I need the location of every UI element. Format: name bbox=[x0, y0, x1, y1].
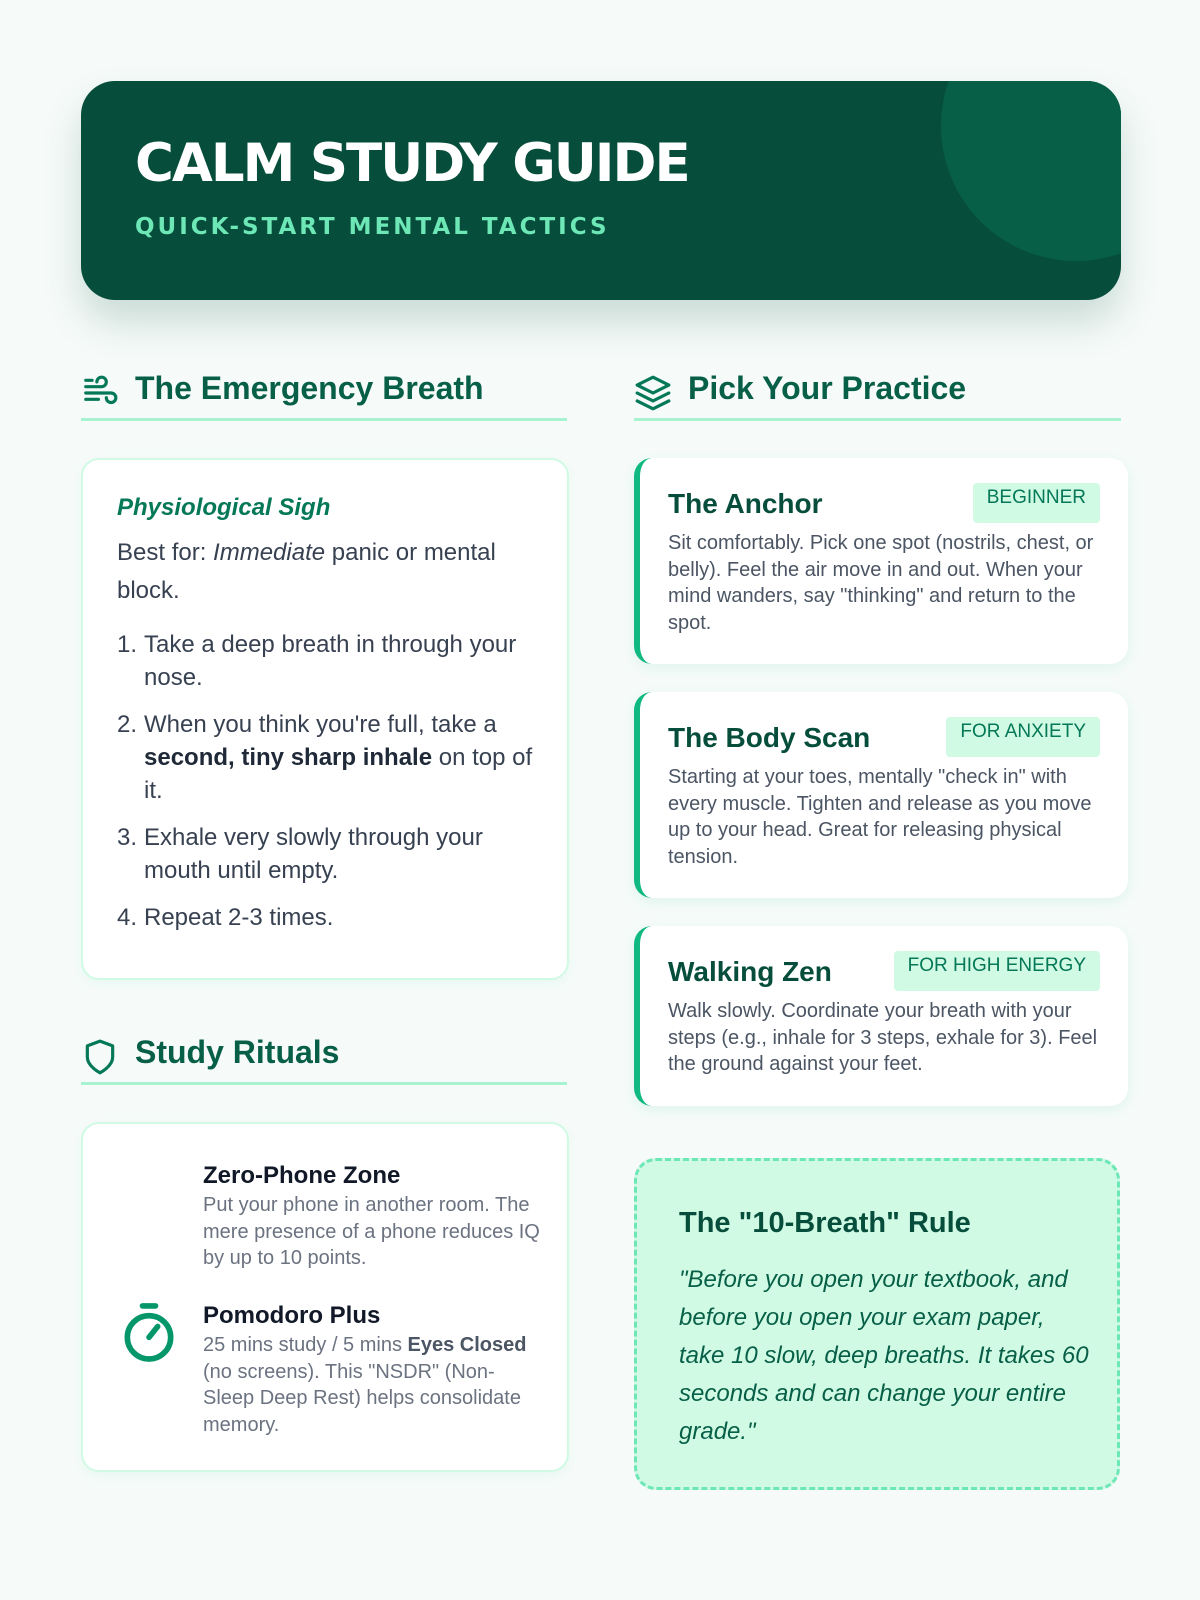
section-header-practice bbox=[634, 366, 1121, 421]
practice-card-anchor bbox=[634, 458, 1128, 664]
page-subtitle: QUICK-START MENTAL TACTICS bbox=[135, 214, 610, 240]
list-item bbox=[117, 708, 537, 807]
practice-badge: FOR HIGH ENERGY bbox=[894, 951, 1100, 991]
section-title-practice: Pick Your Practice bbox=[688, 370, 967, 406]
practice-card-walking-zen bbox=[634, 926, 1128, 1106]
practice-card-body-scan bbox=[634, 692, 1128, 898]
page-title: CALM STUDY GUIDE bbox=[135, 133, 689, 194]
practice-desc: Sit comfortably. Pick one spot (nostrils, chest, or belly). Feel the air move in and out. When your mind wanders, say "thinking" and return to the spot. bbox=[668, 532, 1094, 634]
practice-desc: Starting at your toes, mentally "check in" with every muscle. Tighten and release as you move up to your head. Great for releasing physical tension. bbox=[668, 766, 1092, 868]
stopwatch-icon bbox=[123, 1300, 175, 1366]
step-number: 3. bbox=[117, 824, 138, 851]
step-text-after: on top of it. bbox=[144, 744, 533, 804]
practice-badge: BEGINNER bbox=[973, 483, 1100, 523]
ritual-desc-before: 25 mins study / 5 mins bbox=[203, 1334, 408, 1356]
layers-icon bbox=[634, 374, 672, 412]
rule-title: The "10-Breath" Rule bbox=[679, 1207, 971, 1239]
ritual-title-pomodoro: Pomodoro Plus bbox=[203, 1302, 381, 1329]
section-title-rituals: Study Rituals bbox=[135, 1034, 340, 1070]
section-title-emergency: The Emergency Breath bbox=[135, 370, 484, 406]
step-text: Take a deep breath in through your nose. bbox=[144, 631, 517, 691]
step-number: 1. bbox=[117, 631, 138, 658]
technique-title: Physiological Sigh bbox=[117, 494, 331, 521]
ritual-desc-zero-phone: Put your phone in another room. The mere presence of a phone reduces IQ by up to 10 points. bbox=[203, 1194, 540, 1269]
shield-icon bbox=[81, 1038, 119, 1076]
list-item bbox=[117, 821, 537, 887]
section-header-emergency bbox=[81, 366, 567, 421]
step-text-before: When you think you're full, take a bbox=[144, 711, 497, 738]
header-decoration bbox=[941, 81, 1121, 261]
emergency-breath-card bbox=[81, 458, 569, 980]
ritual-desc-bold: Eyes Closed bbox=[407, 1334, 527, 1356]
header-banner bbox=[81, 81, 1121, 300]
practice-title: The Body Scan bbox=[668, 722, 871, 753]
best-for-suffix: panic or mental block. bbox=[117, 539, 496, 604]
list-item bbox=[117, 628, 537, 694]
ritual-desc-pomodoro bbox=[203, 1332, 543, 1438]
best-for-emphasis: Immediate bbox=[213, 539, 326, 566]
practice-title: The Anchor bbox=[668, 488, 823, 519]
section-header-rituals bbox=[81, 1030, 567, 1085]
study-rituals-card bbox=[81, 1122, 569, 1472]
step-text: Repeat 2-3 times. bbox=[144, 904, 334, 931]
ritual-desc-after: (no screens). This "NSDR" (Non-Sleep Deep Rest) helps consolidate memory. bbox=[203, 1360, 521, 1436]
breath-steps-list bbox=[117, 628, 537, 948]
practice-desc: Walk slowly. Coordinate your breath with your steps (e.g., inhale for 3 steps, exhale for 3). Feel the ground against your feet. bbox=[668, 1000, 1098, 1075]
step-text-bold: second, tiny sharp inhale bbox=[144, 744, 433, 771]
wind-icon bbox=[81, 374, 119, 412]
step-number: 2. bbox=[117, 711, 138, 738]
best-for-text bbox=[117, 534, 537, 610]
best-for-prefix: Best for: bbox=[117, 539, 214, 566]
step-number: 4. bbox=[117, 904, 138, 931]
practice-badge: FOR ANXIETY bbox=[946, 717, 1100, 757]
list-item bbox=[117, 901, 537, 934]
step-text: Exhale very slowly through your mouth until empty. bbox=[144, 824, 483, 884]
ten-breath-rule-callout bbox=[634, 1158, 1120, 1490]
practice-title: Walking Zen bbox=[668, 956, 832, 987]
ritual-title-zero-phone: Zero-Phone Zone bbox=[203, 1162, 401, 1189]
rule-quote: "Before you open your textbook, and before you open your exam paper, take 10 slow, deep breaths. It takes 60 seconds and can change your entire grade." bbox=[679, 1266, 1089, 1445]
